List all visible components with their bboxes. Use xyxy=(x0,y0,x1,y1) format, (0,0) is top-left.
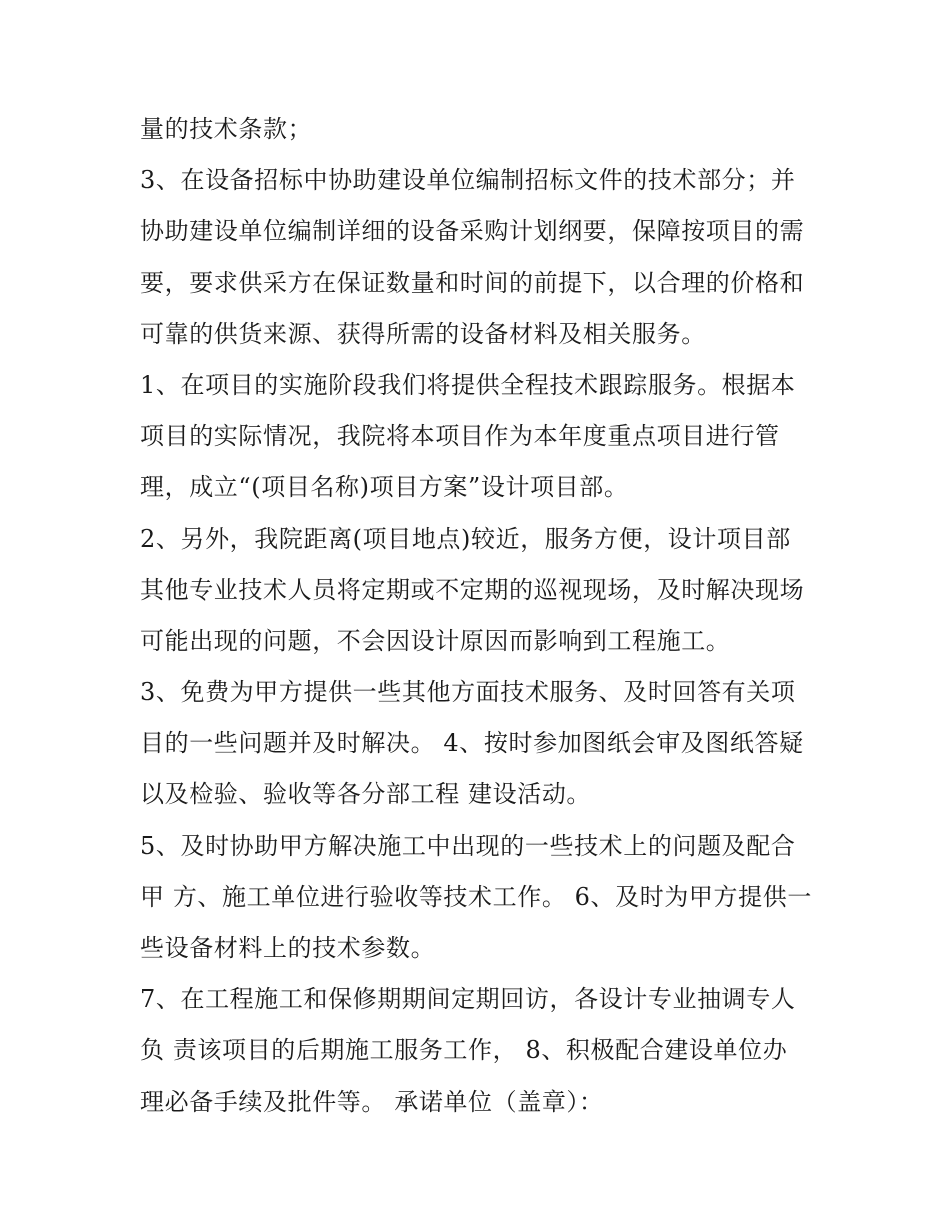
text-line: 可能出现的问题，不会因设计原因而影响到工程施工。 xyxy=(140,626,731,655)
text-line: 负 责该项目的后期施工服务工作， 8、积极配合建设单位办 xyxy=(140,1036,788,1065)
document-body xyxy=(140,104,820,1128)
text-line: 可靠的供货来源、获得所需的设备材料及相关服务。 xyxy=(140,319,706,348)
text-line: 2、另外，我院距离(项目地点)较近，服务方便，设计项目部 xyxy=(140,524,791,553)
text-line: 1、在项目的实施阶段我们将提供全程技术跟踪服务。根据本 xyxy=(140,370,796,399)
text-line: 甲 方、施工单位进行验收等技术工作。 6、及时为甲方提供一 xyxy=(140,882,812,911)
text-line: 目的一些问题并及时解决。 4、按时参加图纸会审及图纸答疑 xyxy=(140,729,804,758)
text-line: 7、在工程施工和保修期期间定期回访，各设计专业抽调专人 xyxy=(140,985,796,1014)
text-line: 理必备手续及批件等。 承诺单位（盖章）： xyxy=(140,1087,604,1116)
text-line: 3、在设备招标中协助建设单位编制招标文件的技术部分；并 xyxy=(140,166,796,195)
text-line: 些设备材料上的技术参数。 xyxy=(140,934,436,962)
text-line: 3、免费为甲方提供一些其他方面技术服务、及时回答有关项 xyxy=(140,678,796,707)
text-line: 其他专业技术人员将定期或不定期的巡视现场，及时解决现场 xyxy=(140,575,805,604)
text-line: 协助建设单位编制详细的设备采购计划纲要，保障按项目的需 xyxy=(140,217,805,246)
text-line: 量的技术条款； xyxy=(140,115,313,143)
text-line: 项目的实际情况，我院将本项目作为本年度重点项目进行管 xyxy=(140,422,780,451)
text-line: 理，成立“(项目名称)项目方案”设计项目部。 xyxy=(140,473,629,502)
text-line: 5、及时协助甲方解决施工中出现的一些技术上的问题及配合 xyxy=(140,831,796,860)
text-line: 以及检验、验收等各分部工程 建设活动。 xyxy=(140,780,592,809)
text-line: 要，要求供采方在保证数量和时间的前提下，以合理的价格和 xyxy=(140,268,805,297)
